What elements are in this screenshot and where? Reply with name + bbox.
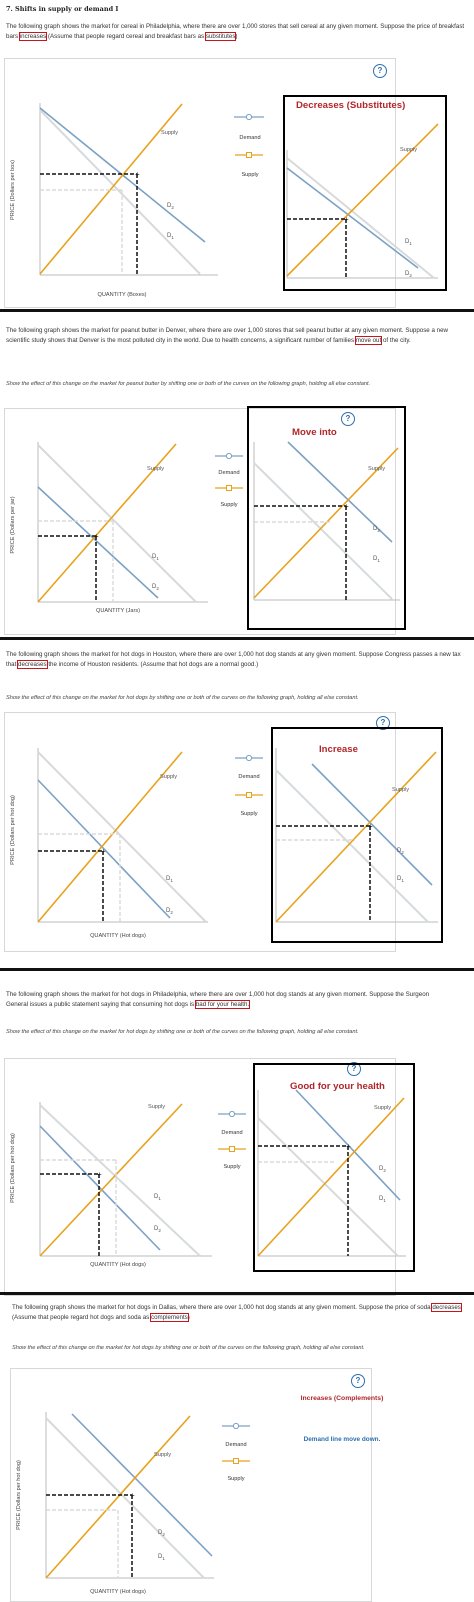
answer-4-d1-label: $D_1$ xyxy=(379,1196,386,1203)
answer-1-label: Decreases (Substitutes) xyxy=(296,100,406,111)
answer-box-3 xyxy=(271,727,443,943)
section-divider xyxy=(0,1292,474,1295)
graph-5-y-label: PRICE (Dollars per hot dog) xyxy=(16,1460,22,1530)
graph-1-d2-label: $D_2$ xyxy=(167,203,174,210)
answer-2-d1-label: $D_1$ xyxy=(373,556,380,563)
graph-1-y-label: PRICE (Dollars per box) xyxy=(10,160,16,220)
section-divider xyxy=(0,637,474,640)
answer-3-label: Increase xyxy=(319,744,358,755)
question-2-instruction: Show the effect of this change on the market for peanut butter by shifting one or both of the curves on the following graph, holding all else constant. xyxy=(6,381,371,387)
answer-4-equilibrium-marker: + xyxy=(346,1142,351,1151)
legend-supply-tool[interactable] xyxy=(247,793,252,798)
graph-2-x-label: QUANTITY (Jars) xyxy=(95,608,141,614)
graph-3-d2-label: $D_2$ xyxy=(166,908,173,915)
legend-demand-label: Demand xyxy=(239,135,261,141)
graph-3-x-label: QUANTITY (Hot dogs) xyxy=(90,933,146,939)
legend-demand-label: Demand xyxy=(238,774,260,780)
graph-2-d1-label: $D_1$ xyxy=(152,554,159,561)
graph-3-d1-curve[interactable] xyxy=(38,752,206,922)
help-icon[interactable]: ? xyxy=(347,1062,361,1076)
help-icon[interactable]: ? xyxy=(341,412,355,426)
q1-text-b: (Assume that people regard cereal and breakfast bars as xyxy=(46,33,206,40)
legend-demand-tool[interactable] xyxy=(233,1423,238,1428)
graph-4-supply-label: Supply xyxy=(148,1104,166,1110)
graph-4-d2-curve[interactable] xyxy=(40,1126,160,1250)
graph-3-equilibrium-marker[interactable]: + xyxy=(101,847,106,856)
q5-highlight-decreases: decreases xyxy=(432,1304,461,1311)
graph-5-supply-label: Supply xyxy=(154,1452,172,1458)
question-5-text xyxy=(12,1303,468,1323)
help-icon[interactable]: ? xyxy=(373,64,387,78)
q5-text-b: (Assume that people regard hot dogs and soda as xyxy=(12,1314,151,1321)
legend-supply-label: Supply xyxy=(241,172,259,178)
answer-3-supply-label: Supply xyxy=(392,787,410,793)
graph-4-x-label: QUANTITY (Hot dogs) xyxy=(90,1262,146,1268)
section-divider xyxy=(0,968,474,971)
q1-text-c: ) xyxy=(235,33,238,40)
legend-demand-tool[interactable] xyxy=(229,1111,234,1116)
answer-3-equilibrium-marker: + xyxy=(368,822,373,831)
q4-highlight-bad-for-health: bad for your health. xyxy=(195,1001,250,1008)
answer-2-d2-label: $D_2$ xyxy=(373,526,380,533)
q5-text-a: The following graph shows the market for hot dogs in Dallas, where there are over 1,000 hot dog stands at any given moment. Suppose the price of soda xyxy=(12,1304,433,1311)
answer-3-d1-label: $D_1$ xyxy=(397,876,404,883)
answer-box-4 xyxy=(253,1063,415,1272)
answer-1-d2-label: $D_2$ xyxy=(405,271,412,278)
graph-4-d2-label: $D_2$ xyxy=(154,1226,161,1233)
graph-5-x-label: QUANTITY (Hot dogs) xyxy=(90,1589,146,1595)
q1-highlight-increases: increases xyxy=(19,33,47,40)
answer-5-note: Demand line move down. xyxy=(303,1436,381,1443)
graph-3-d1-label: $D_1$ xyxy=(166,876,173,883)
graph-3-y-label: PRICE (Dollars per hot dog) xyxy=(10,795,16,865)
answer-1-equilibrium-marker: + xyxy=(344,215,349,224)
q3-highlight-decreases: decreases xyxy=(18,661,47,668)
question-5-instruction: Show the effect of this change on the market for hot dogs by shifting one or both of the curves on the following graph, holding all else constant. xyxy=(12,1345,365,1351)
legend-supply-label: Supply xyxy=(227,1476,245,1482)
legend-supply-label: Supply xyxy=(223,1164,241,1170)
graph-4-supply-curve[interactable] xyxy=(40,1104,182,1256)
answer-1-supply-label: Supply xyxy=(400,147,418,153)
graph-1-d1-label: $D_1$ xyxy=(167,233,174,240)
graph-5-d2-label: $D_2$ xyxy=(158,1530,165,1537)
graph-5-equilibrium-marker[interactable]: + xyxy=(130,1491,135,1500)
answer-4-label: Good for your health xyxy=(290,1081,385,1092)
graph-5-d1-label: $D_1$ xyxy=(158,1554,165,1561)
legend-demand-label: Demand xyxy=(225,1442,247,1448)
q3-text-a: The following graph shows the market for hot dogs in Houston, where there are over 1,000 hot dog stands at any given moment. Suppose Congress passes a new tax that xyxy=(6,651,461,668)
graph-4-d1-curve[interactable] xyxy=(40,1105,200,1256)
answer-4-supply-label: Supply xyxy=(374,1105,392,1111)
q2-text-a: The following graph shows the market for peanut butter in Denver, where there are over 1,000 stores that sell peanut butter at any given moment. Suppose a new scientific study shows that Denver is the most polluted city in the world. Due to health concerns, a significant number of families xyxy=(6,327,448,344)
question-2-text xyxy=(6,326,468,346)
graph-1-equilibrium-marker[interactable]: + xyxy=(135,170,140,179)
legend-demand-label: Demand xyxy=(221,1130,243,1136)
graph-2-d1-curve[interactable] xyxy=(38,445,196,602)
section-heading: 7. Shifts in supply or demand I xyxy=(6,5,119,13)
question-3-instruction: Show the effect of this change on the market for hot dogs by shifting one or both of the curves on the following graph, holding all else constant. xyxy=(6,695,359,701)
answer-5-label: Increases (Complements) xyxy=(300,1395,384,1402)
graph-4-equilibrium-marker[interactable]: + xyxy=(97,1170,102,1179)
q4-text-a: The following graph shows the market for hot dogs in Philadelphia, where there are over 1,000 hot dog stands at any given moment. Suppose the Surgeon General issues a public statement saying that consuming hot dogs is xyxy=(6,991,430,1008)
graph-5-svg xyxy=(0,1360,474,1600)
legend-supply-label: Supply xyxy=(240,811,258,817)
legend-demand-tool[interactable] xyxy=(246,755,251,760)
legend-supply-label: Supply xyxy=(220,502,238,508)
q1-highlight-substitutes: substitutes xyxy=(205,33,236,40)
graph-2-equilibrium-marker[interactable]: + xyxy=(94,532,99,541)
answer-4-d2-label: $D_2$ xyxy=(379,1166,386,1173)
legend-supply-tool[interactable] xyxy=(230,1147,235,1152)
answer-2-supply-label: Supply xyxy=(368,466,386,472)
answer-1-d1-label: $D_1$ xyxy=(405,239,412,246)
graph-2-y-label: PRICE (Dollars per jar) xyxy=(10,496,16,554)
question-3-text xyxy=(6,650,468,670)
graph-4-y-label: PRICE (Dollars per hot dog) xyxy=(10,1133,16,1203)
help-icon[interactable]: ? xyxy=(376,716,390,730)
answer-3-d2-label: $D_2$ xyxy=(397,848,404,855)
graph-5-d1-curve[interactable] xyxy=(46,1418,204,1578)
answer-box-2 xyxy=(247,406,406,630)
legend-demand-label: Demand xyxy=(218,470,240,476)
graph-1-supply-label: Supply xyxy=(161,130,179,136)
graph-4-d1-label: $D_1$ xyxy=(154,1194,161,1201)
section-divider xyxy=(0,309,474,312)
legend-supply-tool[interactable] xyxy=(227,486,232,491)
q2-highlight-move-out: move out xyxy=(355,337,382,344)
answer-2-equilibrium-marker: + xyxy=(344,502,349,511)
answer-2-label: Move into xyxy=(292,427,337,438)
q3-text-b: the income of Houston residents. (Assume that hot dogs are a normal good.) xyxy=(46,661,259,668)
q5-text-c: ) xyxy=(187,1314,190,1321)
legend-demand-tool[interactable] xyxy=(246,114,251,119)
graph-1-x-label: QUANTITY (Boxes) xyxy=(97,292,147,298)
q5-highlight-complements: complements xyxy=(150,1314,188,1321)
legend-supply-tool[interactable] xyxy=(247,153,252,158)
graph-5-d2-curve[interactable] xyxy=(72,1414,212,1556)
legend-supply-tool[interactable] xyxy=(234,1459,239,1464)
graph-3-supply-label: Supply xyxy=(160,774,178,780)
graph-2-d2-label: $D_2$ xyxy=(152,584,159,591)
help-icon[interactable]: ? xyxy=(351,1374,365,1388)
q2-text-b: of the city. xyxy=(381,337,411,344)
q1-text-a: The following graph shows the market for cereal in Philadelphia, where there are over 1,000 stores that sell cereal at any given moment. Suppose the price of breakfast bars xyxy=(6,23,465,40)
question-4-text xyxy=(6,990,438,1010)
legend-demand-tool[interactable] xyxy=(226,453,231,458)
graph-2-supply-label: Supply xyxy=(147,466,165,472)
question-4-instruction: Show the effect of this change on the market for hot dogs by shifting one or both of the curves on the following graph, holding all else constant. xyxy=(6,1029,359,1035)
answer-box-1 xyxy=(283,95,447,291)
